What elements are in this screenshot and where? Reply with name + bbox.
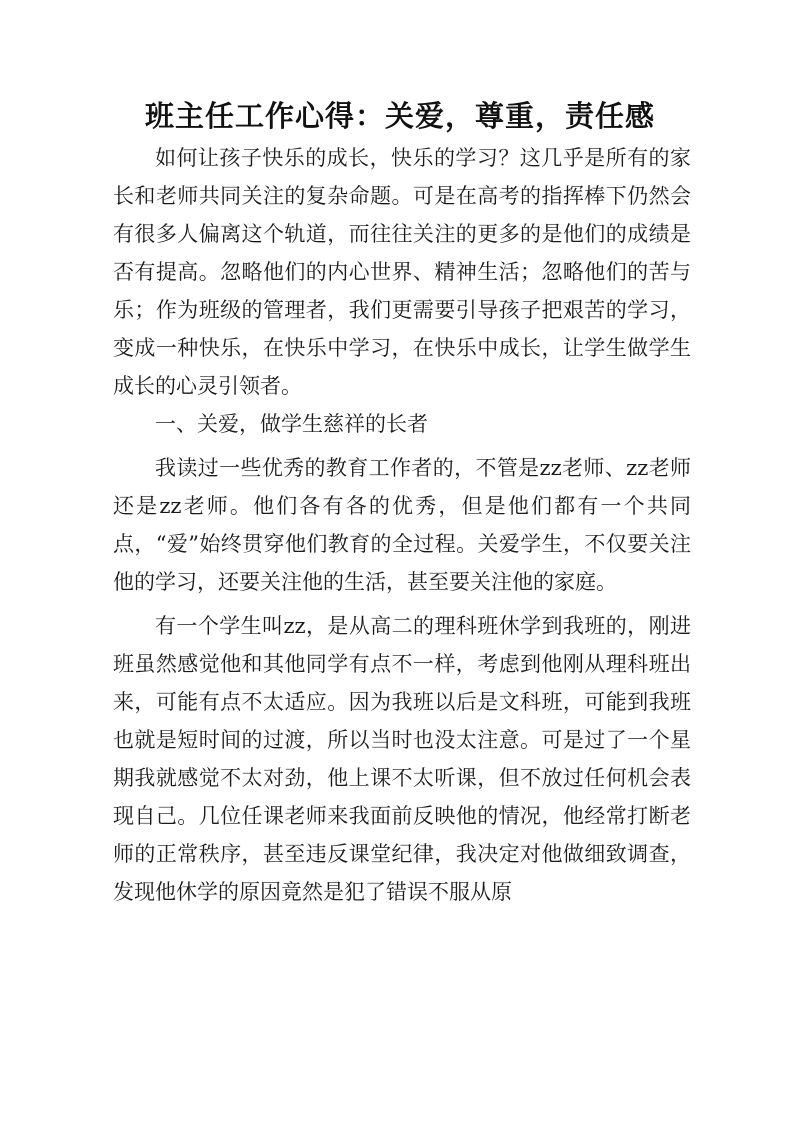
document-title: 班主任工作心得：关爱，尊重，责任感 (144, 99, 655, 133)
section-heading-care: 一、关爱，做学生慈祥的长者 (155, 412, 428, 436)
paragraph-student-story: 有一个学生叫zz，是从高二的理科班休学到我班的，刚进班虽然感觉他和其他同学有点不一样，考虑到他刚从理科班出来，可能有点不太适应。因为我班以后是文科班，可能到我班也就是短时间的过渡，所以当时也没太注意。可是过了一个星期我就感觉不太对劲，他上课不太听课，但不放过任何机会表现自己。几位任课老师来我面前反映他的情况，他经常打断老师的正常秩序，甚至违反课堂纪律，我决定对他做细致调查，发现他休学的原因竟然是犯了错误不服从原 (113, 614, 691, 904)
paragraph-intro: 如何让孩子快乐的成长，快乐的学习？这几乎是所有的家长和老师共同关注的复杂命题。可是在高考的指挥棒下仍然会有很多人偏离这个轨道，而往往关注的更多的是他们的成绩是否有提高。忽略他们的内心世界、精神生活；忽略他们的苦与乐；作为班级的管理者，我们更需要引导孩子把艰苦的学习，变成一种快乐，在快乐中学习，在快乐中成长，让学生做学生成长的心灵引领者。 (113, 146, 691, 398)
document-body (113, 139, 691, 911)
paragraph-care: 我读过一些优秀的教育工作者的，不管是zz老师、zz老师还是zz老师。他们各有各的优秀，但是他们都有一个共同点，“爱”始终贯穿他们教育的全过程。关爱学生，不仅要关注他的学习，还要关注他的生活，甚至要关注他的家庭。 (113, 456, 691, 594)
